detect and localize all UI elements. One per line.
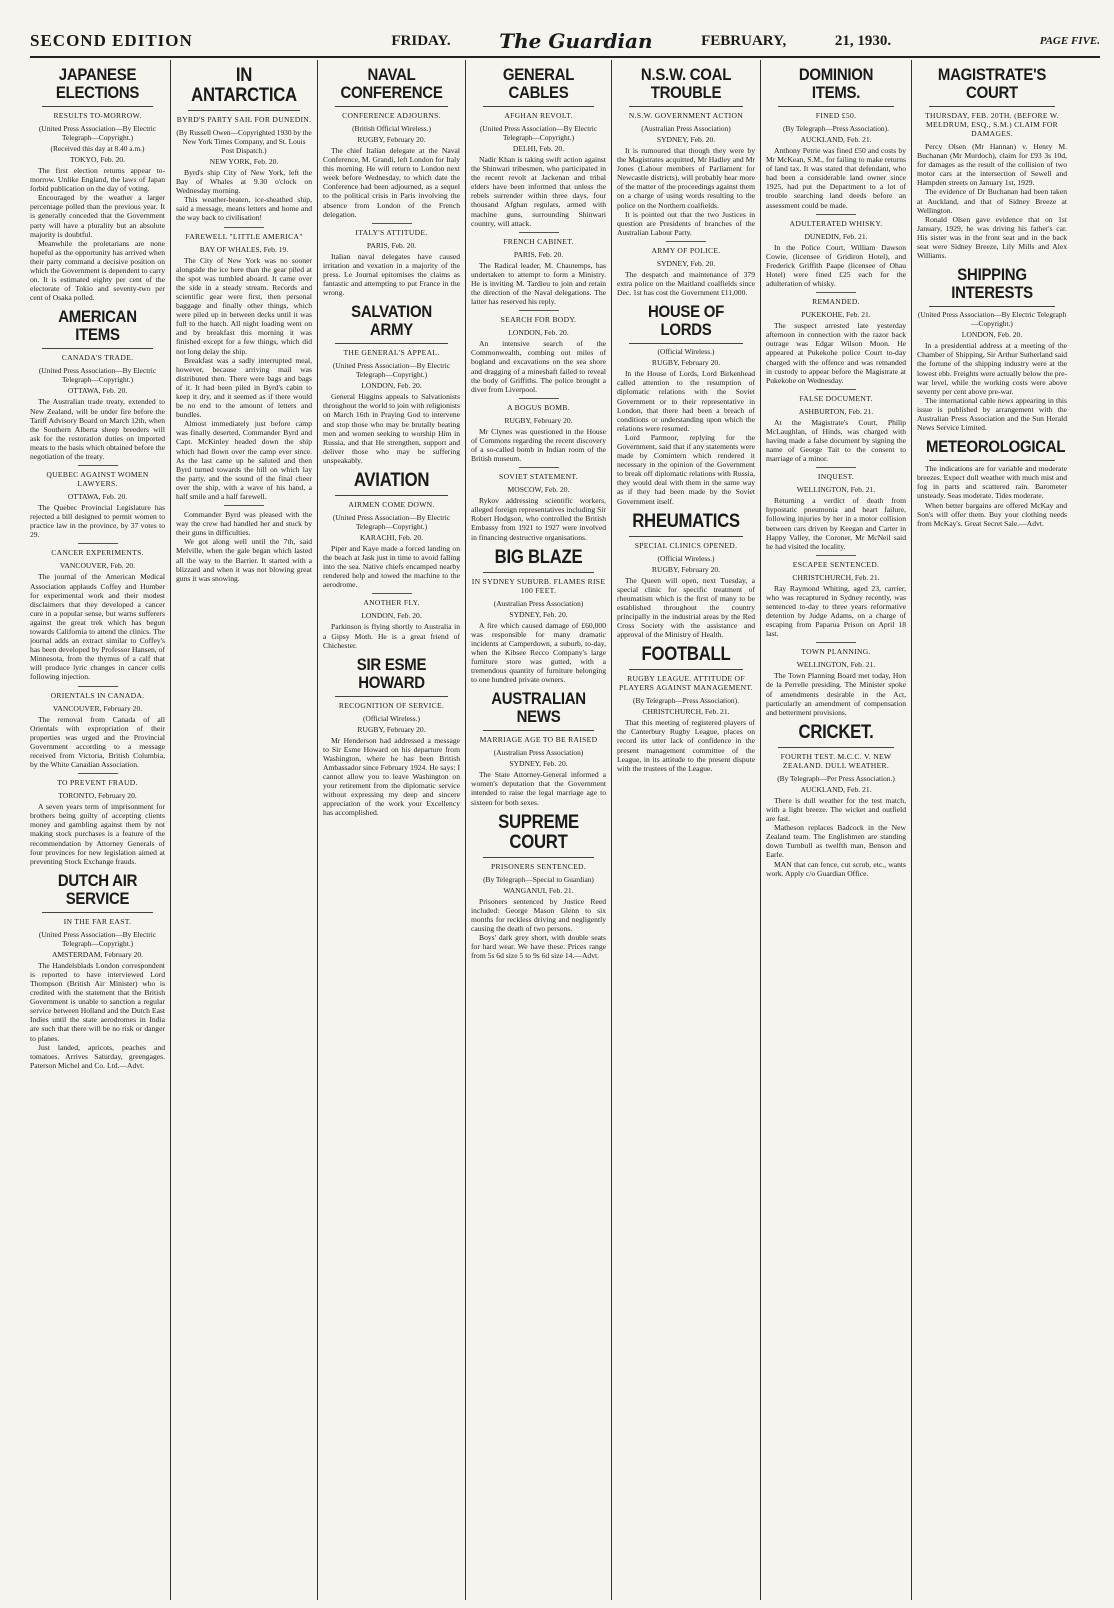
news-story — [471, 398, 606, 463]
newspaper-title: The Guardian — [499, 29, 653, 53]
story-dateline: LONDON, Feb. 20. — [361, 381, 422, 391]
story-subheading: RESULTS TO-MORROW. — [53, 111, 142, 120]
headline-rule — [335, 343, 448, 344]
story-dateline: WANGANUI, Feb. 21. — [503, 885, 574, 895]
story-headline: HOUSE OF LORDS — [647, 302, 725, 340]
story-paragraph: The first election returns appear to-morrow. Unlike England, the laws of Japan forbid publication on the day of voting. — [30, 166, 165, 194]
story-credit: (United Press Association—By Electric Telegraph—Copyright.) — [479, 124, 598, 142]
story-dateline: CHRISTCHURCH, Feb. 21. — [792, 572, 880, 582]
story-dateline: AUCKLAND, Feb. 21. — [800, 784, 872, 794]
story-dateline: RUGBY, February 20. — [504, 415, 573, 425]
section-divider — [816, 555, 856, 556]
story-paragraph: General Higgins appeals to Salvationists throughout the world to join with religionists on March 16th in Praying God to intervene and stop those who may be brutally beating men and women seeking to worship Him in Russia, and that He strengthen, support and deliver those who may be suffering unspeakably. — [323, 392, 460, 465]
news-story — [323, 656, 460, 818]
headline-rule — [629, 343, 743, 344]
story-subheading: CONFERENCE ADJOURNS. — [342, 111, 441, 120]
story-paragraph: A fire which caused damage of £60,000 was responsible for many dramatic incidents at Camperdown, a suburb, to-day, when the Kibsee Recco Company's large furniture store was gutted, with a tremendous quantity of furniture belonging to one hundred private owners. — [471, 620, 606, 685]
story-dateline: KARACHI, Feb. 20. — [359, 532, 424, 542]
news-column — [760, 60, 911, 1600]
story-dateline: SYDNEY, Feb. 20. — [656, 135, 716, 144]
story-paragraph: Mr Henderson had addressed a message to Sir Esme Howard on his departure from Washington, where he has been British Ambassador since February 1924. He says: I cannot allow you to leave Washington on your retirement from the diplomatic service without expressing my deep and sincere appreciation of the work your Excellency has accomplished. — [323, 735, 460, 818]
news-story — [917, 266, 1067, 432]
news-story — [617, 645, 755, 773]
story-credit: (Official Wireless.) — [657, 347, 715, 357]
story-subheading: TO PREVENT FRAUD. — [57, 778, 138, 788]
story-subheading: N.S.W. GOVERNMENT ACTION — [628, 111, 744, 120]
section-divider — [519, 467, 559, 468]
story-subheading: THE GENERAL'S APPEAL. — [343, 348, 440, 358]
story-subheading: ORIENTALS IN CANADA. — [50, 690, 145, 700]
story-paragraph: It is rumoured that though they were by the Magistrates acquitted, Mr Hadley and Mr Jones (Labour members of Parliament for Newcastle districts), will probably hear more of the matter of the proceedings against them on a charge of using words resulting to the police on the Northern coalfields. — [617, 146, 755, 210]
story-dateline: OTTAWA, Feb. 20. — [67, 386, 128, 396]
news-story — [323, 66, 460, 219]
edition-label: SECOND EDITION — [30, 31, 193, 50]
section-divider — [78, 543, 118, 544]
story-dateline: CHRISTCHURCH, Feb. 21. — [642, 707, 730, 717]
news-story — [766, 292, 906, 385]
story-subheading: A BOGUS BOMB. — [507, 402, 570, 412]
story-paragraph: Almost immediately just before camp was finally deserted, Commander Byrd and Capt. McKinley headed down the ship which had flown over the camp ever since. As the last came up he saluted and then Byrd turned towards the hill on which lay the party, and the sound of the final cheer over the ship, with a wave of his hand, a half smile and a half farewell. — [176, 419, 312, 501]
story-subheading: ESCAPEE SENTENCED. — [792, 559, 880, 569]
story-subheading: FOURTH TEST. M.C.C. V. NEW ZEALAND. DULL WEATHER. — [780, 751, 892, 770]
story-credit: (United Press Association—By Electric Telegraph—Copyright.) — [332, 512, 451, 531]
story-paragraph: The indications are for variable and moderate breezes. Expect dull weather with much mist and fog in parts and scattered rain. Barometer unsteady. Seas moderate. Tides moderate. — [917, 464, 1067, 501]
headline-rule — [778, 747, 894, 748]
section-divider — [78, 773, 118, 774]
headline-rule — [42, 912, 153, 913]
story-paragraph: The Queen will open, next Tuesday, a special clinic for specific treatment of rheumatism which is the first of many to be established throughout the country principally in the industrial areas by the Red Cross Society with the assistance and approval of the Ministry of Health. — [617, 575, 755, 640]
story-headline: SHIPPING INTERESTS — [951, 265, 1033, 303]
story-subheading: FRENCH CABINET. — [503, 236, 574, 246]
story-headline: AVIATION — [353, 469, 430, 491]
news-story — [471, 813, 606, 961]
story-dateline: LONDON, Feb. 20. — [961, 330, 1023, 340]
story-paragraph: Commander Byrd was pleased with the way the crew had handled her and stuck by their guns in difficulties. — [176, 510, 312, 538]
story-credit: (By Telegraph—Press Association). — [783, 124, 889, 133]
story-subheading: ANOTHER FLY. — [363, 598, 420, 608]
story-credit: (Official Wireless.) — [363, 713, 420, 723]
news-story — [323, 593, 460, 649]
story-dateline: BAY OF WHALES, Feb. 19. — [199, 244, 289, 254]
story-credit: (Official Wireless.) — [657, 553, 715, 563]
story-subheading: THURSDAY, FEB. 20TH. (BEFORE W. MELDRUM, ESQ., S.M.) CLAIM FOR DAMAGES. — [925, 111, 1059, 138]
news-story — [917, 438, 1067, 528]
story-dateline: PARIS, Feb. 20. — [513, 249, 564, 259]
story-paragraph: The despatch and maintenance of 379 extra police on the Maitland coalfields since Dec. 1st has cost the Government £11,000. — [617, 269, 755, 298]
story-dateline: TOKYO, Feb. 20. — [70, 155, 125, 164]
received-time: (Received this day at 8.40 a.m.) — [50, 144, 145, 153]
story-headline: MAGISTRATE'S COURT — [937, 65, 1047, 102]
story-subheading: FALSE DOCUMENT. — [799, 393, 873, 403]
story-paragraph: The international cable news appearing in this issue is published by arrangement with the Australian Press Association and the Sun Herald News Service Limited. — [917, 395, 1067, 433]
story-paragraph: Meanwhile the proletarians are none hopeful as the opportunity has arrived when their party command a decisive position on which the Government is dependent to carry on. It is estimated eighty per cent of the electorate of Tokio and seventy-two per cent of Osaka polled. — [30, 238, 165, 303]
headline-rule — [335, 106, 448, 107]
news-column — [911, 60, 1072, 1600]
story-dateline: RUGBY, February 20. — [651, 564, 721, 574]
date-label: 21, 1930. — [834, 32, 892, 49]
section-divider — [519, 398, 559, 399]
headline-rule — [929, 460, 1055, 461]
story-paragraph: Ray Raymond Whiting, aged 23, carrier, who was recaptured in Sydney recently, was sentenced to-day to three years reformative detention by Judge Adams, on a charge of escaping from Paparua Prison on April 18 last. — [766, 583, 906, 639]
story-dateline: PUKEKOHE, Feb. 21. — [801, 310, 871, 320]
story-paragraph: The Handelsblads London correspondent is reported to have interviewed Lord Thompson (British Air Minister) who is credited with the statement that the British Government is unable to sanction a regular service between Holland and the Dutch East Indies until the state aerodromes in India are such that there will be no risk or danger to planes. — [30, 960, 165, 1043]
story-headline: NAVAL CONFERENCE — [340, 65, 443, 102]
story-paragraph: Boys' dark grey short, with double seats for hard wear. We have these. Prices range from 5s 6d size 5 to 9s 6d size 14.—Advt. — [471, 933, 606, 961]
headline-rule — [483, 857, 594, 858]
headline-rule — [929, 306, 1055, 307]
news-story — [766, 723, 906, 878]
story-paragraph: In the House of Lords, Lord Birkenhead called attention to the resumption of diplomatic relations with the Soviet Government or to their representative in London, that there had been a breach of conditions or understanding upon which the relations were resumed. — [617, 369, 755, 433]
headline-rule — [483, 106, 594, 107]
story-credit: (Australian Press Association) — [641, 124, 731, 133]
story-headline: FOOTBALL — [641, 644, 731, 666]
story-subheading: RECOGNITION OF SERVICE. — [338, 700, 445, 710]
story-paragraph: The Town Planning Board met today, Hon de la Perrelle presiding. The Minister spoke of amendments desirable in the Act, particularly an amendment of compensation and betterment provisions. — [766, 671, 906, 717]
masthead — [30, 26, 1100, 58]
story-paragraph: The chief Italian delegate at the Naval Conference, M. Grandi, left London for Italy this morning. He will return to London next week before Wednesday, to which date the Conference had been adjourned, as a sequel to the political crisis in Paris involving the absence from London of the French delegation. — [323, 146, 460, 219]
section-divider — [816, 467, 856, 468]
story-paragraph: Parkinson is flying shortly to Australia in a Gipsy Moth. He is a great friend of Chichester. — [323, 622, 460, 650]
story-subheading: ITALY'S ATTITUDE. — [355, 227, 428, 237]
story-headline: JAPANESE ELECTIONS — [55, 65, 140, 102]
story-dateline: LONDON, Feb. 20. — [508, 328, 569, 338]
story-credit: (United Press Association—By Electric Telegraph—Copyright.) — [38, 929, 157, 948]
story-dateline: PARIS, Feb. 20. — [366, 240, 417, 250]
section-divider — [372, 223, 412, 224]
story-paragraph: Anthony Petrie was fined £50 and costs by Mr McKean, S.M., for failing to make returns of land tax. It was stated that defendant, who had been a considerable land owner since 1925, had put the Department to a lot of trouble searching land deeds before an assessment could be made. — [766, 146, 906, 210]
story-paragraph: MAN that can fence, cut scrub, etc., wants work. Apply c/o Guardian Office. — [766, 859, 906, 878]
headline-rule — [42, 106, 153, 107]
story-credit: (By Telegraph—Press Association). — [633, 696, 739, 706]
news-story — [471, 66, 606, 228]
story-subheading: ARMY OF POLICE. — [651, 245, 721, 255]
headline-rule — [483, 730, 594, 731]
story-dateline: WELLINGTON, Feb. 21. — [796, 485, 876, 495]
section-divider — [816, 214, 856, 215]
news-column — [170, 60, 317, 1600]
month-label: FEBRUARY, — [701, 32, 787, 49]
story-subheading: RUGBY LEAGUE. ATTITUDE OF PLAYERS AGAINST MANAGEMENT. — [619, 674, 753, 693]
story-dateline: AMSTERDAM, February 20. — [51, 949, 144, 959]
story-paragraph: It is pointed out that the two Justices in question are Presidents of branches of the Australian Labour Party. — [617, 209, 755, 237]
story-dateline: NEW YORK, Feb. 20. — [209, 157, 279, 166]
story-paragraph: The State Attorney-General informed a women's deputation that the Government intended to raise the legal marriage age to sixteen for both sexes. — [471, 770, 606, 807]
story-paragraph: Percy Olsen (Mr Hannan) v. Henry M. Buchanan (Mr Murdoch), claim for £93 3s 10d, for damages as the result of the collision of two motor cars at the intersection of Sewell and Hampden streets on January 1st, 1929. — [917, 142, 1067, 188]
headline-rule — [929, 106, 1055, 107]
section-divider — [816, 642, 856, 643]
story-dateline: TORONTO, February 20. — [58, 791, 137, 801]
news-story — [30, 465, 165, 539]
news-story — [617, 66, 755, 237]
story-paragraph: In a presidential address at a meeting of the Chamber of Shipping, Sir Arthur Sutherland said the fortune of the shipping industry were at the lowest ebb. Freights were actually below the pre-war level, while the working costs were above seventy per cent above pre-war. — [917, 341, 1067, 396]
story-paragraph: That this meeting of registered players of the Canterbury Rugby League, places on record its utter lack of confidence in the present management committee of the League, in its attitude to the present dispute with the trustees of the League. — [617, 718, 755, 773]
story-paragraph: The evidence of Dr Buchanan had been taken at Auckland, and that of Sidney Breeze at Wellington. — [917, 187, 1067, 215]
story-subheading: SEARCH FOR BODY. — [500, 315, 577, 325]
story-subheading: SPECIAL CLINICS OPENED. — [634, 540, 738, 550]
section-divider — [519, 310, 559, 311]
story-paragraph: The Australian trade treaty, extended to New Zealand, will be under fire before the Tariff Advisory Board on March 12th, when the Southern Alberta sheep breeders will ask for the restoration duties on imported meats to the basis which obtained before the negotiation of the treaty. — [30, 397, 165, 461]
story-paragraph: Just landed, apricots, peaches and tomatoes. Arrives Saturday, greengages. Paterson Michel and Co. Ltd.—Advt. — [30, 1042, 165, 1070]
page-number: PAGE FIVE. — [1039, 35, 1100, 47]
news-story — [766, 214, 906, 288]
news-story — [30, 308, 165, 461]
story-dateline: WELLINGTON, Feb. 21. — [796, 660, 876, 670]
story-dateline: OTTAWA, Feb. 20. — [67, 492, 128, 502]
headline-rule — [335, 696, 448, 697]
story-credit: (Australian Press Association) — [493, 598, 584, 608]
news-story — [766, 642, 906, 716]
section-divider — [372, 593, 412, 594]
story-headline: METEOROLOGICAL — [926, 437, 1066, 457]
story-headline: N.S.W. COAL TROUBLE — [640, 65, 732, 102]
story-dateline: DUNEDIN, Feb. 21. — [804, 231, 868, 241]
news-story — [471, 548, 606, 685]
news-story — [617, 241, 755, 297]
news-story — [30, 686, 165, 770]
story-credit: (By Telegraph—Per Press Association.) — [777, 773, 895, 783]
story-paragraph: When better bargains are offered McKay and Son's will offer them. Buy your clothing needs from McKay's. Great Secret Sale.—Advt. — [917, 500, 1067, 528]
news-story — [176, 66, 312, 223]
news-story — [30, 543, 165, 681]
news-story — [471, 690, 606, 806]
news-story — [323, 471, 460, 589]
news-story — [617, 303, 755, 505]
story-subheading: ADULTERATED WHISKY. — [789, 218, 883, 228]
story-dateline: RUGBY, February 20. — [357, 135, 426, 144]
story-subheading: AFGHAN REVOLT. — [504, 111, 573, 120]
headline-rule — [629, 536, 743, 537]
story-credit: (Australian Press Association) — [493, 748, 584, 758]
story-paragraph: Returning a verdict of death from hypostatic pneumonia and heart failure, following injuries by her in a motor collision between cars driven by Keegan and Carter in Happy Valley, the Coroner, Mr McNeil said he had visited the locality. — [766, 496, 906, 551]
section-divider — [666, 241, 706, 242]
story-credit: (United Press Association—By Electric Telegraph—Copyright.) — [332, 361, 451, 380]
story-subheading: BYRD'S PARTY SAIL FOR DUNEDIN. — [176, 115, 312, 124]
story-subheading: INQUEST. — [817, 472, 855, 482]
story-dateline: SYDNEY, Feb. 20. — [656, 258, 716, 268]
story-paragraph: The City of New York was no sooner alongside the ice here than the gear piled at the spot was tumbled aboard. It came over the side in a steady stream. Records and scientific gear were first, then personal baggage and finally other things, which were piled up in between decks until it was full to the hatch. All night loading went on and by breakfast this morning it was finished except for a few things, which did not long delay the ship. — [176, 255, 312, 356]
story-paragraph: Italian naval delegates have caused irritation and vexation in a majority of the press. Le Journal epitomises the claims as fantastic and attempting to put France in the wrong. — [323, 251, 460, 298]
story-subheading: IN SYDNEY SUBURB. FLAMES RISE 100 FEET. — [471, 576, 606, 595]
story-dateline: VANCOUVER, February 20. — [52, 703, 143, 713]
news-story — [617, 512, 755, 640]
story-paragraph: Piper and Kaye made a forced landing on the beach at Jask just in time to avoid falling into the sea. Native chiefs encamped nearby rendered help and towed the machine to the aerodrome. — [323, 543, 460, 590]
news-story — [176, 505, 312, 583]
section-divider — [224, 505, 264, 506]
news-column — [465, 60, 611, 1600]
story-credit: (United Press Association—By Electric Telegraph—Copyright.) — [917, 310, 1067, 329]
news-story — [471, 232, 606, 306]
story-subheading: QUEBEC AGAINST WOMEN LAWYERS. — [46, 470, 149, 489]
story-paragraph: The Radical leader, M. Chautemps, has undertaken to attempt to form a Ministry. He is inviting M. Tardieu to join and retain the direction of the Naval delegations. The latter has reserved his reply. — [471, 260, 606, 307]
section-divider — [519, 232, 559, 233]
news-story — [766, 467, 906, 551]
story-paragraph: Rykov addressing scientific workers, alleged foreign representatives including Sir Robert Hodgson, who controlled the British Embassy from 1921 to 1927 were involved in financing destructive organisations. — [471, 496, 606, 542]
story-paragraph: Nadir Khan is taking swift action against the Shinwari tribesmen, who participated in the recent revolt at Jackenan and tribal elders have been informed that unless the rebels surrender within three days, four thousand Afghan regulars, armed with machine guns, surrounding Shinwari country, will attack. — [471, 155, 606, 228]
story-paragraph: The Quebec Provincial Legislature has rejected a bill designed to permit women to practice law in the province, by 37 votes to 29. — [30, 503, 165, 540]
section-divider — [78, 686, 118, 687]
story-paragraph: At the Magistrate's Court, Philip McLaughlan, of Hinds, was charged with having made a false document by signing the name of George Tait to the consent to marriage of a minor. — [766, 417, 906, 464]
story-paragraph: An intensive search of the Commonwealth, combing out miles of bogland and excavations on the sea shore and dragging of a mineshaft failed to reveal the body of Griffiths. The police brought a diver from Liverpool. — [471, 339, 606, 394]
story-paragraph: Prisoners sentenced by Justice Reed included: George Mason Glenn to six months for reckless driving and negligently causing the death of two persons. — [471, 896, 606, 933]
story-dateline: RUGBY, February 20. — [651, 358, 721, 368]
news-story — [323, 223, 460, 297]
story-dateline: DELHI, Feb. 20. — [512, 144, 565, 153]
story-paragraph: This weather-beaten, ice-sheathed ship, said a message, means letters and home and the way back to civilisation! — [176, 195, 312, 223]
story-headline: SUPREME COURT — [498, 811, 579, 853]
news-story — [30, 773, 165, 866]
story-credit: (By Telegraph—Special to Guardian) — [483, 874, 594, 884]
story-credit: (British Official Wireless.) — [352, 124, 431, 133]
story-dateline: LONDON, Feb. 20. — [361, 611, 422, 621]
story-subheading: CANADA'S TRADE. — [61, 353, 134, 363]
headline-rule — [335, 495, 448, 496]
news-story — [766, 389, 906, 463]
story-credit: (United Press Association—By Electric Telegraph—Copyright.) — [38, 366, 157, 385]
story-paragraph: The suspect arrested late yesterday afternoon in connection with the razor back outrage was Edgar Wilson Moon. He appeared at Pukekohe police Court to-day charged with the offence and was remanded in custody to appear before the Magistrate at Pukekohe on Wednesday. — [766, 321, 906, 385]
story-paragraph: The removal from Canada of all Orientals with expropriation of their properties was urged and the Provincial Government according to a message received from Victoria, British Columbia, by the White Canadian Association. — [30, 714, 165, 770]
story-paragraph: There is dull weather for the test match, with a light breeze. The wicket and outfield are fast. — [766, 795, 906, 824]
story-subheading: PRISONERS SENTENCED. — [490, 861, 587, 871]
headline-rule — [629, 106, 743, 107]
news-story — [323, 303, 460, 465]
story-dateline: MOSCOW, Feb. 20. — [507, 485, 570, 495]
story-headline: AUSTRALIAN NEWS — [491, 689, 586, 727]
story-dateline: AUCKLAND, Feb. 21. — [800, 135, 872, 144]
story-headline: GENERAL CABLES — [502, 65, 575, 102]
story-paragraph: Lord Parmoor, replying for the Government, said that if any statements were made by Comintern which rendered it necessary in the opinion of the Government to break off diplomatic relations with Russia, they would deal with them in the same way as if they had been made by the Soviet Government itself. — [617, 432, 755, 506]
section-divider — [816, 389, 856, 390]
section-divider — [224, 227, 264, 228]
headline-rule — [483, 572, 594, 573]
story-headline: SALVATION ARMY — [351, 302, 432, 340]
story-headline: AMERICAN ITEMS — [58, 307, 137, 345]
story-dateline: VANCOUVER, Feb. 20. — [59, 561, 136, 571]
section-divider — [78, 465, 118, 466]
story-paragraph: The journal of the American Medical Association applauds Coffey and Humber for experimental work and their modest disclaimers that they developed a cancer cure in a popular sense, but warns sufferers against the great trek which has begun towards California to attend the clinics. The journal adds an extract similar to Coffey's has been developed by Professor Hansen, of Minnesota, from the thymus of a calf that will produce lyric changes in cancer cells following injection. — [30, 572, 165, 682]
headline-rule — [188, 110, 300, 111]
story-subheading: FINED £50. — [815, 111, 857, 120]
news-story — [766, 66, 906, 210]
story-subheading: AIRMEN COME DOWN. — [348, 499, 435, 509]
story-paragraph: Matheson replaces Badcock in the New Zealand team. The Englishmen are standing down Turnbull as twelfth man, Benson and Earle. — [766, 823, 906, 860]
story-subheading: TOWN PLANNING. — [801, 647, 871, 657]
story-headline: BIG BLAZE — [494, 546, 583, 568]
story-headline: SIR ESME HOWARD — [356, 654, 427, 692]
story-subheading: REMANDED. — [812, 297, 860, 307]
news-story — [176, 227, 312, 502]
story-paragraph: Encouraged by the weather a larger percentage polled than the previous year. It is generally conceded that the Government party will have a plurality but an absolute majority is doubtful. — [30, 193, 165, 239]
news-columns — [30, 60, 1100, 1600]
story-subheading: CANCER EXPERIMENTS. — [51, 548, 144, 558]
story-dateline: RUGBY, February 20. — [357, 724, 426, 734]
story-paragraph: A seven years term of imprisonment for brothers being guilty of accepting clients money and gambling against them by not making stock purchases is a feature of the recommendation by Attorney Generals of four provinces for new legislation aimed at preventing Stock Exchange frauds. — [30, 802, 165, 866]
headline-rule — [629, 669, 743, 670]
story-paragraph: In the Police Court, William Dawson Cowie, (licensee of Gridiron Hotel), and Frederick Griffith Paape (licensee of Ohau Hotel) were fined £25 each for the adulteration of whisky. — [766, 242, 906, 289]
headline-rule — [778, 106, 894, 107]
news-column — [317, 60, 465, 1600]
story-dateline: ASHBURTON, Feb. 21. — [798, 406, 874, 416]
headline-rule — [42, 348, 153, 349]
story-headline: RHEUMATICS — [632, 510, 740, 532]
story-paragraph: Mr Clynes was questioned in the House of Commons regarding the recent discovery of a so-called bomb in Indian room of the British museum. — [471, 426, 606, 464]
news-story — [917, 66, 1067, 260]
news-column — [30, 60, 170, 1600]
news-story — [471, 467, 606, 541]
story-subheading: SOVIET STATEMENT. — [499, 472, 578, 482]
news-story — [30, 66, 165, 302]
news-column — [611, 60, 760, 1600]
story-dateline: SYDNEY, Feb. 20. — [509, 759, 568, 769]
story-subheading: IN THE FAR EAST. — [63, 916, 132, 926]
day-label: FRIDAY. — [391, 32, 451, 49]
story-headline: DOMINION ITEMS. — [798, 65, 874, 102]
story-subheading: FAREWELL "LITTLE AMERICA" — [185, 231, 303, 241]
story-paragraph: Ronald Olsen gave evidence that on 1st January, 1929, he was driving his father's car. His sister was in the front seat and in the back seat were Sidney Breeze, Lily Mills and Alex Williams. — [917, 214, 1067, 261]
story-paragraph: We got along well until the 7th, said Melville, when the gale began which lasted all the way to the Barrier. It started with a blizzard and when it was not blowing great guns it was snowing. — [176, 537, 312, 583]
story-paragraph: Breakfast was a sadly interrupted meal, however, because arriving mail was distributed then. There were bags and bags of it. It had been piled in Byrd's cabin to keep it dry, and it seemed as if there would be no end to the amount of letters and bundles. — [176, 355, 312, 420]
story-subheading: MARRIAGE AGE TO BE RAISED — [479, 735, 598, 745]
story-paragraph: Byrd's ship City of New York, left the Bay of Whales at 9.30 o'clock on Wednesday morning. — [176, 168, 312, 196]
section-divider — [816, 292, 856, 293]
news-story — [30, 872, 165, 1070]
story-headline: CRICKET. — [798, 721, 874, 743]
story-dateline: SYDNEY, Feb. 20. — [509, 609, 568, 619]
story-headline: IN ANTARCTICA — [191, 65, 297, 106]
story-credit: (United Press Association—By Electric Telegraph—Copyright.) — [38, 124, 157, 142]
news-story — [766, 555, 906, 639]
news-story — [471, 310, 606, 394]
story-headline: DUTCH AIR SERVICE — [57, 870, 138, 908]
story-credit: (By Russell Owen—Copyrighted 1930 by the New York Times Company, and St. Louis Post Dispatch.) — [176, 128, 312, 155]
